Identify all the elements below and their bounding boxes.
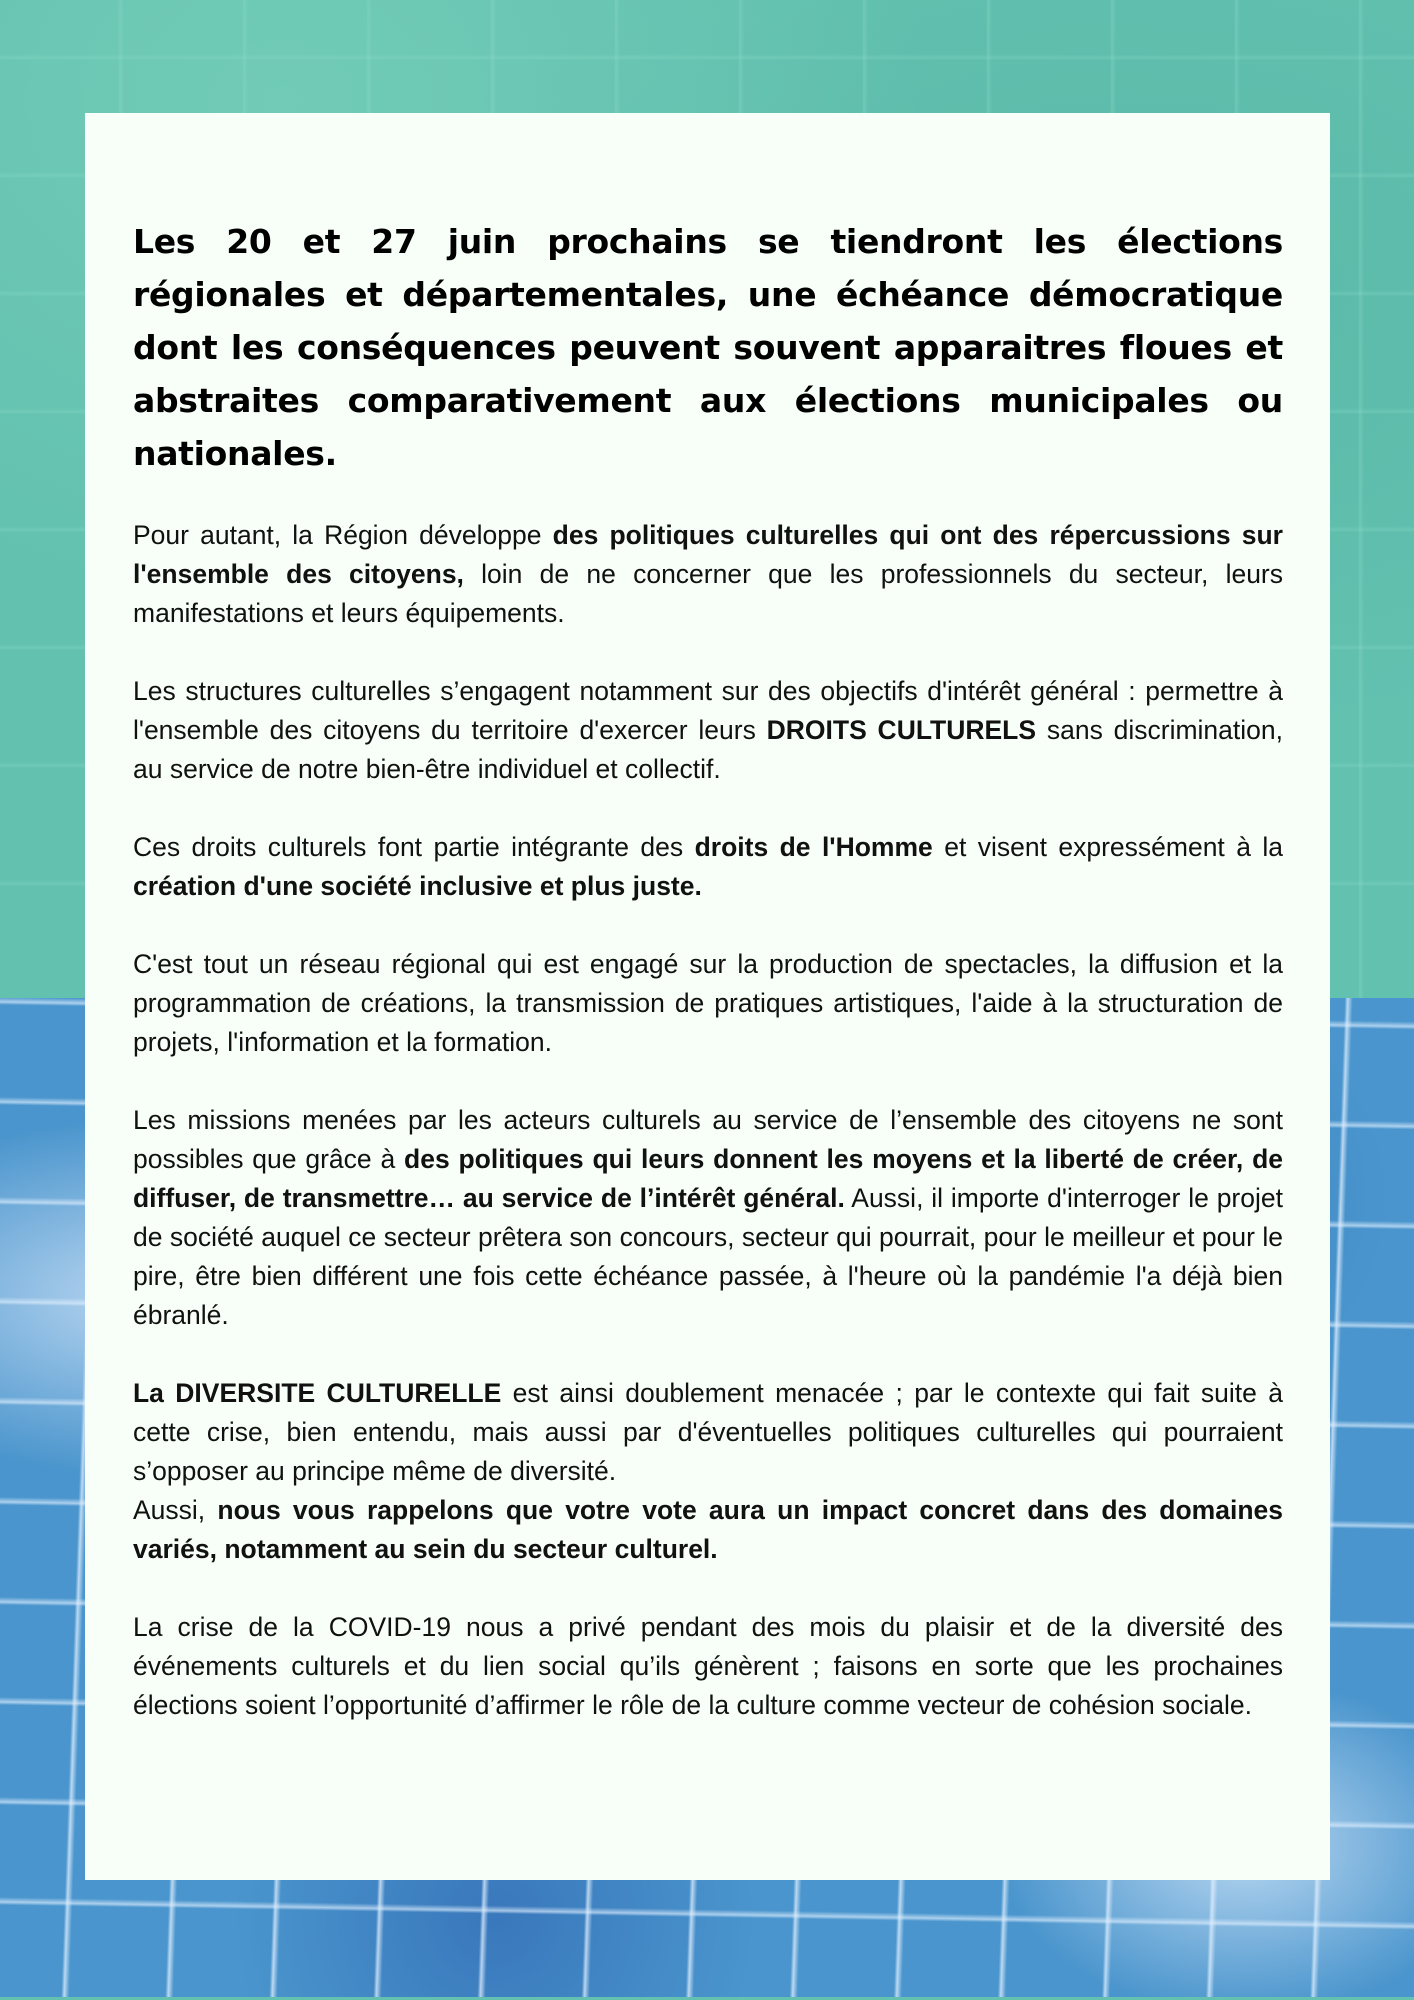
spacer (133, 480, 1283, 516)
paragraph-text: Pour autant, la Région développe (133, 520, 553, 550)
paragraph-droits-culturels (133, 672, 1283, 789)
paragraph-droits-homme (133, 828, 1283, 906)
document-content (133, 215, 1283, 1725)
paragraph-emphasis: nous vous rappelons que votre vote aura un impact concret dans des domaines variés, notamment au sein du secteur culturel. (133, 1495, 1283, 1564)
paragraph-text: Aussi, (133, 1495, 218, 1525)
paragraph-text: Ces droits culturels font partie intégrante des (133, 832, 695, 862)
paragraph-emphasis: La DIVERSITE CULTURELLE (133, 1378, 502, 1408)
spacer (133, 906, 1283, 945)
paragraph-text: Les missions menées par les acteurs culturels au service de l’ensemble des citoyens ne sont possibles que grâce à (133, 1105, 1283, 1174)
paragraph-emphasis: des politiques qui leurs donnent les moyens et la liberté de créer, de diffuser, de transmettre… au service de l’intérêt général. (133, 1144, 1284, 1213)
paragraph-diversite-culturelle (133, 1374, 1283, 1491)
paragraph-missions (133, 1101, 1283, 1335)
paragraph-text: sans discrimination, au service de notre bien-être individuel et collectif. (133, 715, 1283, 784)
spacer (133, 789, 1283, 828)
paragraph-covid (133, 1608, 1283, 1725)
headline: Les 20 et 27 juin prochains se tiendront les élections régionales et départementales, une échéance démocratique dont les conséquences peuvent souvent apparaitres floues et abstraites comparativement aux élections municipales ou nationales. (133, 222, 1283, 473)
spacer (133, 1335, 1283, 1374)
spacer (133, 1062, 1283, 1101)
paragraph-text: Les structures culturelles s’engagent notamment sur des objectifs d'intérêt général : permettre à l'ensemble des citoyens du territoire d'exercer leurs (133, 676, 1283, 745)
paragraph-text: loin de ne concerner que les professionnels du secteur, leurs manifestations et leurs équipements. (133, 559, 1284, 628)
spacer (133, 633, 1283, 672)
paragraph-politiques-culturelles (133, 516, 1283, 633)
paragraph-text: et visent expressément à la (932, 832, 1283, 862)
paragraph-emphasis: droits de l'Homme (694, 832, 933, 862)
paragraph-emphasis: création d'une société inclusive et plus juste. (133, 871, 702, 901)
document-card (85, 113, 1330, 1880)
paragraph-vote-impact (133, 1491, 1283, 1569)
paragraph-emphasis: des politiques culturelles qui ont des répercussions sur l'ensemble des citoyens, (133, 520, 1283, 589)
paragraph-emphasis: DROITS CULTURELS (766, 715, 1037, 745)
spacer (133, 1569, 1283, 1608)
paragraph-text: La crise de la COVID-19 nous a privé pendant des mois du plaisir et de la diversité des événements culturels et du lien social qu’ils génèrent ; faisons en sorte que les prochaines élections soient l’opportunité d’affirmer le rôle de la culture comme vecteur de cohésion sociale. (133, 1612, 1283, 1720)
paragraph-text: Aussi, il importe d'interroger le projet de société auquel ce secteur prêtera son concours, secteur qui pourrait, pour le meilleur et pour le pire, être bien différent une fois cette échéance passée, à l'heure où la pandémie l'a déjà bien ébranlé. (133, 1183, 1283, 1330)
paragraph-text: C'est tout un réseau régional qui est engagé sur la production de spectacles, la diffusion et la programmation de créations, la transmission de pratiques artistiques, l'aide à la structuration de projets, l'information et la formation. (133, 949, 1283, 1057)
paragraph-reseau-regional (133, 945, 1283, 1062)
paragraph-text: est ainsi doublement menacée ; par le contexte qui fait suite à cette crise, bien entendu, mais aussi par d'éventuelles politiques culturelles qui pourraient s’opposer au principe même de diversité. (133, 1378, 1283, 1486)
